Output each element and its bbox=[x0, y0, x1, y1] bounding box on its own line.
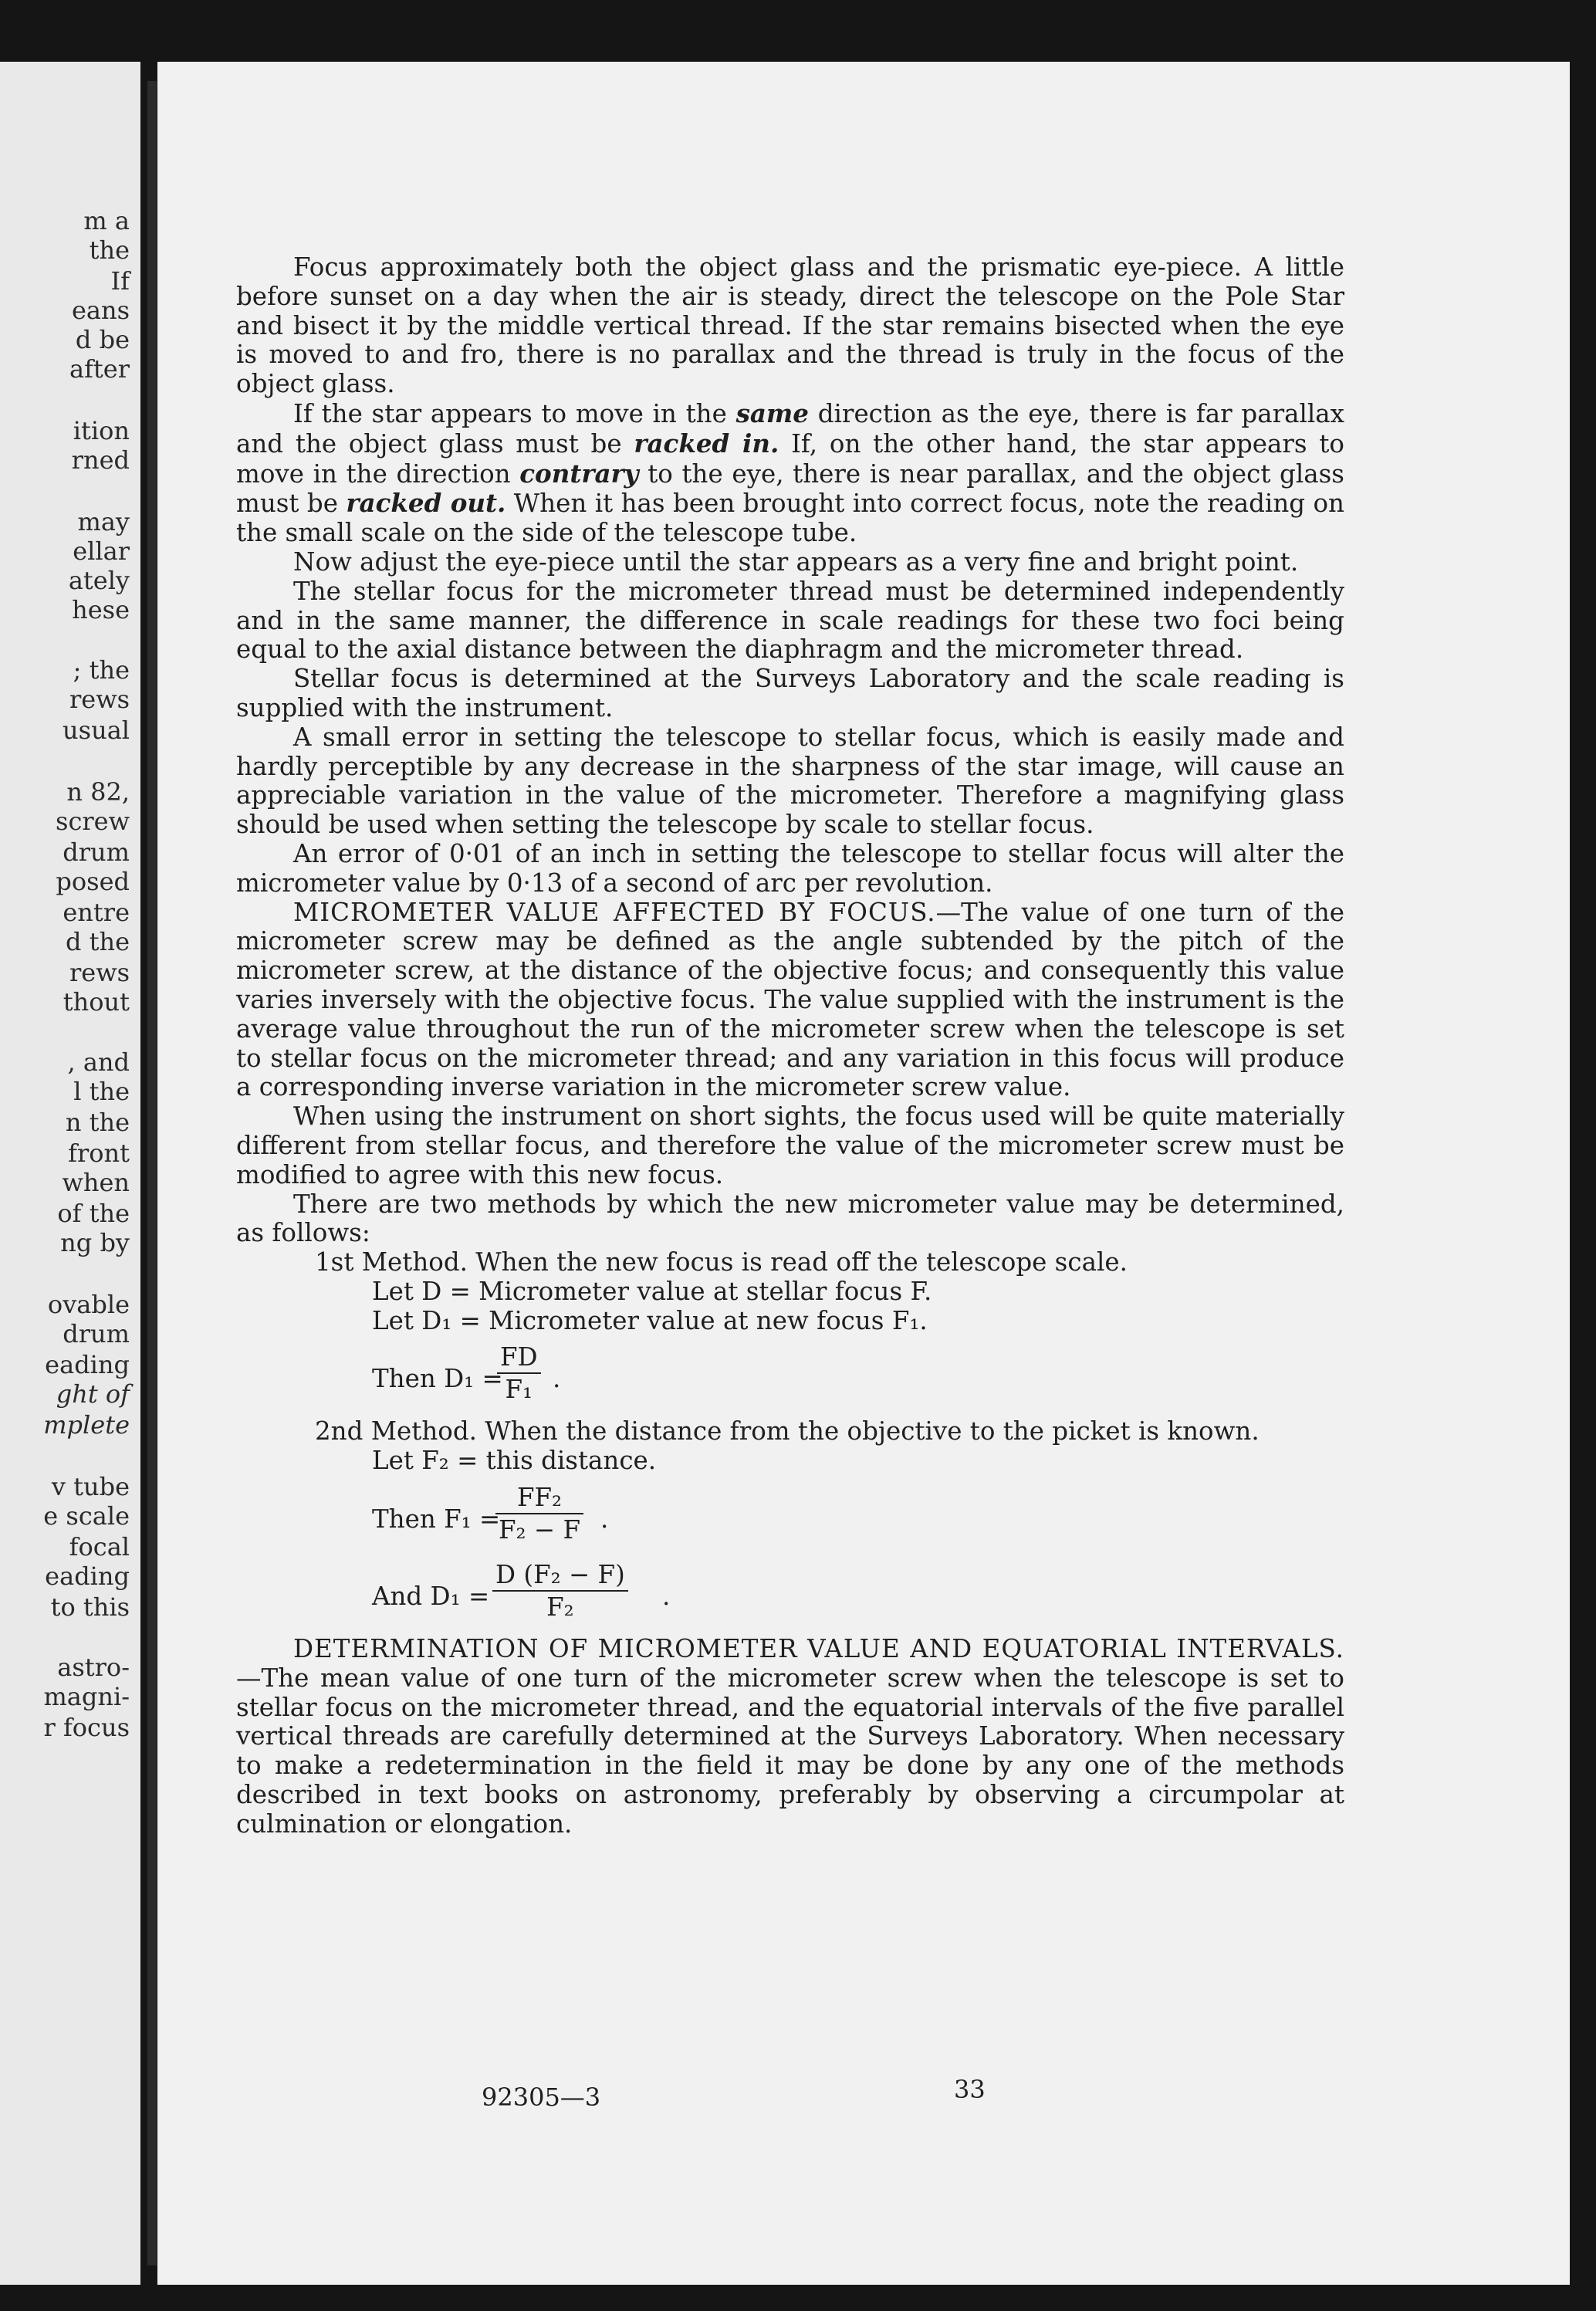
left-page-fragment: d be bbox=[75, 325, 130, 354]
emphasis: contrary bbox=[519, 458, 639, 489]
method-1: 1st Method. When the new focus is read off the telescope scale. bbox=[315, 1247, 1128, 1277]
left-page-fragment: n the bbox=[65, 1108, 130, 1137]
paragraph: Focus approximately both the object glass and the prismatic eye-piece. A little before sunset on a day when the air is steady, direct the telescope on the Pole Star and bisect it by the middle vertical thread. If the star remains bisected when the eye is moved to and fro, there is no parallax and the thread is truly in the focus of the object glass. bbox=[236, 252, 1344, 399]
paragraph: When using the instrument on short sights, the focus used will be quite materially different from stellar focus, and therefore the value of the micrometer screw must be modified to agree with this new focus. bbox=[236, 1101, 1344, 1189]
fraction: FD F₁ bbox=[497, 1342, 541, 1405]
gutter-shadow bbox=[147, 81, 157, 2265]
left-page-fragment: If bbox=[110, 266, 130, 296]
left-page-fragment: rews bbox=[69, 685, 130, 714]
left-page-fragment: rews bbox=[69, 958, 130, 987]
left-page-fragment: posed bbox=[56, 867, 130, 896]
left-page-fragment: v tube bbox=[51, 1472, 130, 1501]
left-page-fragment: usual bbox=[63, 716, 130, 745]
left-page-fragment: ellar bbox=[73, 536, 130, 566]
left-page-fragment: mplete bbox=[43, 1410, 130, 1440]
paragraph: An error of 0·01 of an inch in setting the telescope to stellar focus will alter the micrometer value by 0·13 of a second of arc per revolution. bbox=[236, 838, 1344, 898]
left-page-fragment: hese bbox=[72, 595, 130, 624]
left-page-fragment: may bbox=[77, 507, 130, 536]
fraction: D (F₂ − F) F₂ bbox=[492, 1559, 628, 1622]
left-page-fragment: ition bbox=[73, 416, 130, 445]
left-page-edge bbox=[0, 62, 140, 2285]
left-page-fragment: to this bbox=[50, 1592, 130, 1622]
left-page-fragment: eading bbox=[45, 1562, 130, 1591]
left-page-fragment: ght of bbox=[56, 1379, 130, 1409]
left-page-fragment: the bbox=[89, 235, 130, 265]
paragraph: There are two methods by which the new micrometer value may be determined, as follows: bbox=[236, 1189, 1344, 1248]
emphasis: racked in. bbox=[634, 428, 779, 458]
left-page-fragment: of the bbox=[57, 1199, 130, 1228]
page-number: 33 bbox=[954, 2075, 986, 2104]
left-page-fragment: ately bbox=[68, 566, 130, 595]
page bbox=[157, 62, 1570, 2285]
left-page-fragment: e scale bbox=[43, 1501, 130, 1531]
equation-2: Then F₁ = FF₂ F₂ − F . bbox=[372, 1483, 609, 1545]
left-page-fragment: l the bbox=[73, 1077, 130, 1106]
left-page-fragment: ovable bbox=[47, 1290, 130, 1319]
method-2: 2nd Method. When the distance from the objective to the picket is known. bbox=[315, 1416, 1260, 1446]
left-page-fragment: m a bbox=[83, 206, 130, 235]
left-page-fragment: screw bbox=[56, 807, 130, 836]
section-heading: DETERMINATION OF MICROMETER VALUE AND EQUATORIAL INTERVALS. bbox=[293, 1634, 1344, 1664]
section-heading: MICROMETER VALUE AFFECTED BY FOCUS. bbox=[293, 897, 936, 927]
emphasis: same bbox=[735, 398, 809, 428]
paragraph: If the star appears to move in the same direction as the eye, there is far parallax and the object glass must be racked in. If, on the other hand, the star appears to move in the direction contrary to the eye, there is near parallax, and the object glass must be racked out. When it has been brought into correct focus, note the reading on the small scale on the side of the telescope tube. bbox=[236, 398, 1344, 548]
left-page-fragment: r focus bbox=[43, 1713, 130, 1742]
left-page-fragment: when bbox=[62, 1168, 130, 1197]
left-page-fragment: astro- bbox=[57, 1653, 130, 1682]
left-page-fragment: after bbox=[69, 354, 130, 384]
left-page-fragment: entre bbox=[63, 898, 130, 927]
left-page-fragment: eading bbox=[45, 1350, 130, 1379]
paragraph: A small error in setting the telescope to stellar focus, which is easily made and hardly perceptible by any decrease in the sharpness of the star image, will cause an appreciable variation in the value of the micrometer. Therefore a magnifying glass should be used when setting the telescope by scale to stellar focus. bbox=[236, 722, 1344, 840]
let-line: Let D₁ = Micrometer value at new focus F₁. bbox=[372, 1305, 928, 1335]
section-paragraph: DETERMINATION OF MICROMETER VALUE AND EQUATORIAL INTERVALS.—The mean value of one turn of the micrometer screw when the telescope is set to stellar focus on the micrometer thread, and the equatorial intervals of the five parallel vertical threads are carefully determined at the Surveys Laboratory. When necessary to make a redetermination in the field it may be done by any one of the methods described in text books on astronomy, preferably by observing a circumpolar at culmination or elongation. bbox=[236, 1634, 1344, 1839]
equation-3: And D₁ = D (F₂ − F) F₂ . bbox=[372, 1560, 671, 1622]
paragraph: Now adjust the eye-piece until the star appears as a very fine and bright point. bbox=[293, 546, 1299, 577]
let-line: Let F₂ = this distance. bbox=[372, 1446, 657, 1476]
equation-1: Then D₁ = FD F₁ . bbox=[372, 1342, 561, 1405]
section-paragraph: MICROMETER VALUE AFFECTED BY FOCUS.—The value of one turn of the micrometer screw may be defined as the angle subtended by the pitch of the micrometer screw, at the distance of the objective focus; and consequently this value varies inversely with the objective focus. The value supplied with the instrument is the average value throughout the run of the micrometer screw when the telescope is set to stellar focus on the micrometer thread; and any variation in this focus will produce a corresponding inverse variation in the micrometer screw value. bbox=[236, 897, 1344, 1102]
left-page-fragment: thout bbox=[63, 987, 130, 1017]
left-page-fragment: magni- bbox=[43, 1682, 130, 1711]
left-page-fragment: n 82, bbox=[66, 777, 130, 807]
emphasis: racked out. bbox=[346, 488, 506, 519]
fraction: FF₂ F₂ − F bbox=[495, 1482, 583, 1545]
body-text bbox=[236, 253, 1344, 1839]
left-page-fragment: ; the bbox=[73, 655, 130, 685]
left-page-fragment: drum bbox=[63, 837, 130, 867]
left-page-fragment: ng by bbox=[60, 1228, 130, 1257]
left-page-fragment: eans bbox=[71, 296, 130, 325]
let-line: Let D = Micrometer value at stellar focus F. bbox=[372, 1276, 932, 1306]
left-page-fragment: focal bbox=[69, 1532, 130, 1562]
left-page-fragment: , and bbox=[67, 1047, 130, 1077]
left-page-fragment: rned bbox=[71, 445, 130, 475]
left-page-fragment: drum bbox=[63, 1319, 130, 1348]
print-code: 92305—3 bbox=[482, 2083, 601, 2112]
left-page-fragment: front bbox=[68, 1139, 130, 1168]
paragraph: Stellar focus is determined at the Surveys Laboratory and the scale reading is supplied with the instrument. bbox=[236, 664, 1344, 722]
left-page-fragment: d the bbox=[65, 927, 130, 956]
paragraph: The stellar focus for the micrometer thread must be determined independently and in the same manner, the difference in scale readings for these two foci being equal to the axial distance between the diaphragm and the micrometer thread. bbox=[236, 576, 1344, 665]
